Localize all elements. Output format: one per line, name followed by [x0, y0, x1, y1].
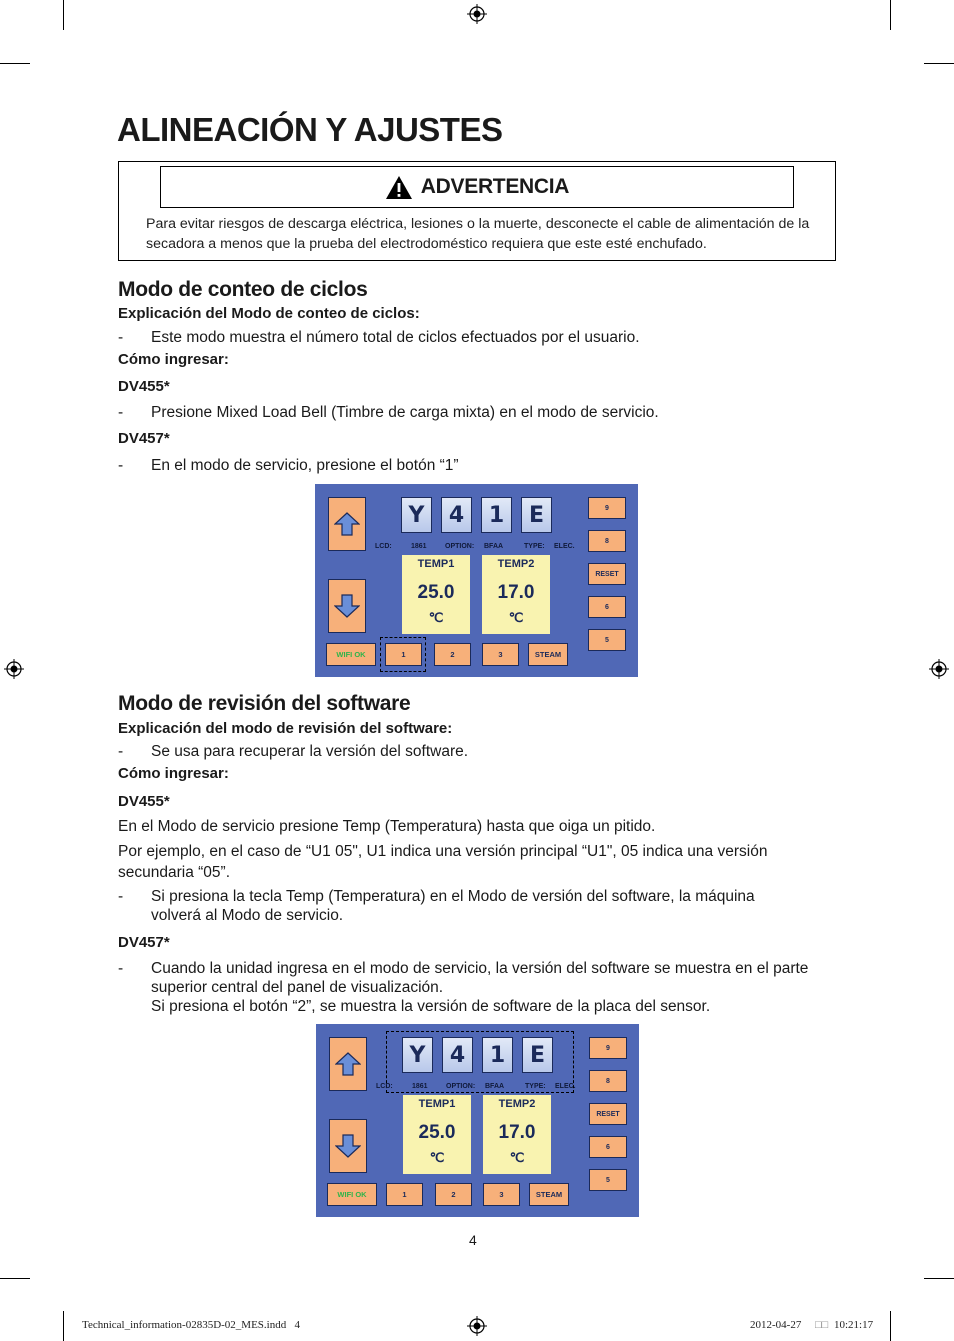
- registration-mark-icon: [467, 1316, 487, 1336]
- control-panel-diagram: [315, 484, 638, 677]
- arrow-up-icon: [334, 512, 360, 536]
- crop-mark: [63, 0, 64, 30]
- warning-text: Para evitar riesgos de descarga eléctrica, lesiones o la muerte, desconecte el cable de alimentación de la secadora a menos que la prueba del electrodoméstico requiera que este esté enchufado.: [146, 216, 810, 252]
- button-6: 6: [589, 1136, 627, 1158]
- up-button: [329, 1037, 367, 1091]
- type-value: ELEC.: [555, 1083, 576, 1090]
- crop-mark: [890, 1311, 891, 1341]
- option-value: BFAA: [485, 1083, 505, 1090]
- display-digit: 1: [481, 497, 512, 533]
- button-6: 6: [588, 596, 626, 618]
- crop-mark: [924, 1278, 954, 1279]
- registration-mark-icon: [467, 4, 487, 24]
- wifi-ok-button: WIFI OK: [326, 643, 376, 666]
- display-digit: 4: [441, 497, 472, 533]
- warning-triangle-icon: [385, 175, 413, 200]
- steam-button: STEAM: [529, 1183, 569, 1206]
- how-to-label: Cómo ingresar:: [118, 765, 229, 782]
- reset-button: RESET: [589, 1103, 627, 1125]
- button-8: 8: [588, 530, 626, 552]
- footer-file: Technical_information-02835D-02_MES.indd 4: [82, 1319, 300, 1331]
- model-label: DV457*: [118, 430, 170, 447]
- type-label: TYPE:: [524, 543, 545, 550]
- crop-mark: [924, 63, 954, 64]
- display-digit: 1: [482, 1037, 513, 1073]
- button-5: 5: [589, 1169, 627, 1191]
- section-heading-software: Modo de revisión del software: [118, 692, 411, 715]
- lcd-label: LCD:: [375, 543, 392, 550]
- button-5: 5: [588, 629, 626, 651]
- control-panel-diagram: [316, 1024, 639, 1217]
- type-value: ELEC.: [554, 543, 575, 550]
- temp2-display: TEMP2 17.0 ℃: [483, 1095, 551, 1174]
- button-3: 3: [482, 643, 519, 666]
- registration-mark-icon: [4, 659, 24, 679]
- down-button: [329, 1119, 367, 1173]
- footer-time: 10:21:17: [834, 1319, 874, 1331]
- display-digit: E: [522, 1037, 553, 1073]
- arrow-up-icon: [335, 1052, 361, 1076]
- button-3: 3: [483, 1183, 520, 1206]
- button-1: 1: [386, 1183, 423, 1206]
- warning-heading: ADVERTENCIA: [420, 175, 570, 198]
- lcd-value: 1861: [411, 543, 427, 550]
- crop-mark: [0, 1278, 30, 1279]
- button-1: 1: [385, 643, 422, 666]
- temp1-display: TEMP1 25.0 ℃: [403, 1095, 471, 1174]
- crop-mark: [63, 1311, 64, 1341]
- crop-mark: [0, 63, 30, 64]
- display-digit: Y: [401, 497, 432, 533]
- button-8: 8: [589, 1070, 627, 1092]
- explanation-label: Explicación del modo de revisión del software:: [118, 720, 453, 737]
- footer-glyphs: □□: [815, 1319, 829, 1331]
- paragraph: Por ejemplo, en el caso de “U1 05", U1 indica una versión principal “U1", 05 indica una versión secundaria “05”.: [118, 843, 768, 881]
- display-digit: E: [521, 497, 552, 533]
- page-number: 4: [469, 1232, 477, 1248]
- button-9: 9: [589, 1037, 627, 1059]
- arrow-down-icon: [335, 1134, 361, 1158]
- model-label: DV455*: [118, 378, 170, 395]
- lcd-label: LCD:: [376, 1083, 393, 1090]
- button-2: 2: [435, 1183, 472, 1206]
- button-2: 2: [434, 643, 471, 666]
- down-button: [328, 579, 366, 633]
- how-to-label: Cómo ingresar:: [118, 351, 229, 368]
- explanation-label: Explicación del Modo de conteo de ciclos:: [118, 305, 420, 322]
- button-9: 9: [588, 497, 626, 519]
- display-digit: 4: [442, 1037, 473, 1073]
- model-label: DV455*: [118, 793, 170, 810]
- option-label: OPTION:: [446, 1083, 476, 1090]
- lcd-value: 1861: [412, 1083, 428, 1090]
- warning-header: [160, 166, 794, 208]
- registration-mark-icon: [929, 659, 949, 679]
- temp2-display: TEMP2 17.0 ℃: [482, 555, 550, 634]
- option-value: BFAA: [484, 543, 504, 550]
- footer-date: 2012-04-27: [750, 1319, 802, 1331]
- arrow-down-icon: [334, 594, 360, 618]
- page-title: ALINEACIÓN Y AJUSTES: [117, 111, 503, 148]
- temp1-display: TEMP1 25.0 ℃: [402, 555, 470, 634]
- steam-button: STEAM: [528, 643, 568, 666]
- model-label: DV457*: [118, 934, 170, 951]
- option-label: OPTION:: [445, 543, 475, 550]
- type-label: TYPE:: [525, 1083, 546, 1090]
- reset-button: RESET: [588, 563, 626, 585]
- wifi-ok-button: WIFI OK: [327, 1183, 377, 1206]
- paragraph: En el Modo de servicio presione Temp (Temperatura) hasta que oiga un pitido.: [118, 818, 656, 835]
- crop-mark: [890, 0, 891, 30]
- up-button: [328, 497, 366, 551]
- display-digit: Y: [402, 1037, 433, 1073]
- section-heading-cycle-count: Modo de conteo de ciclos: [118, 278, 368, 301]
